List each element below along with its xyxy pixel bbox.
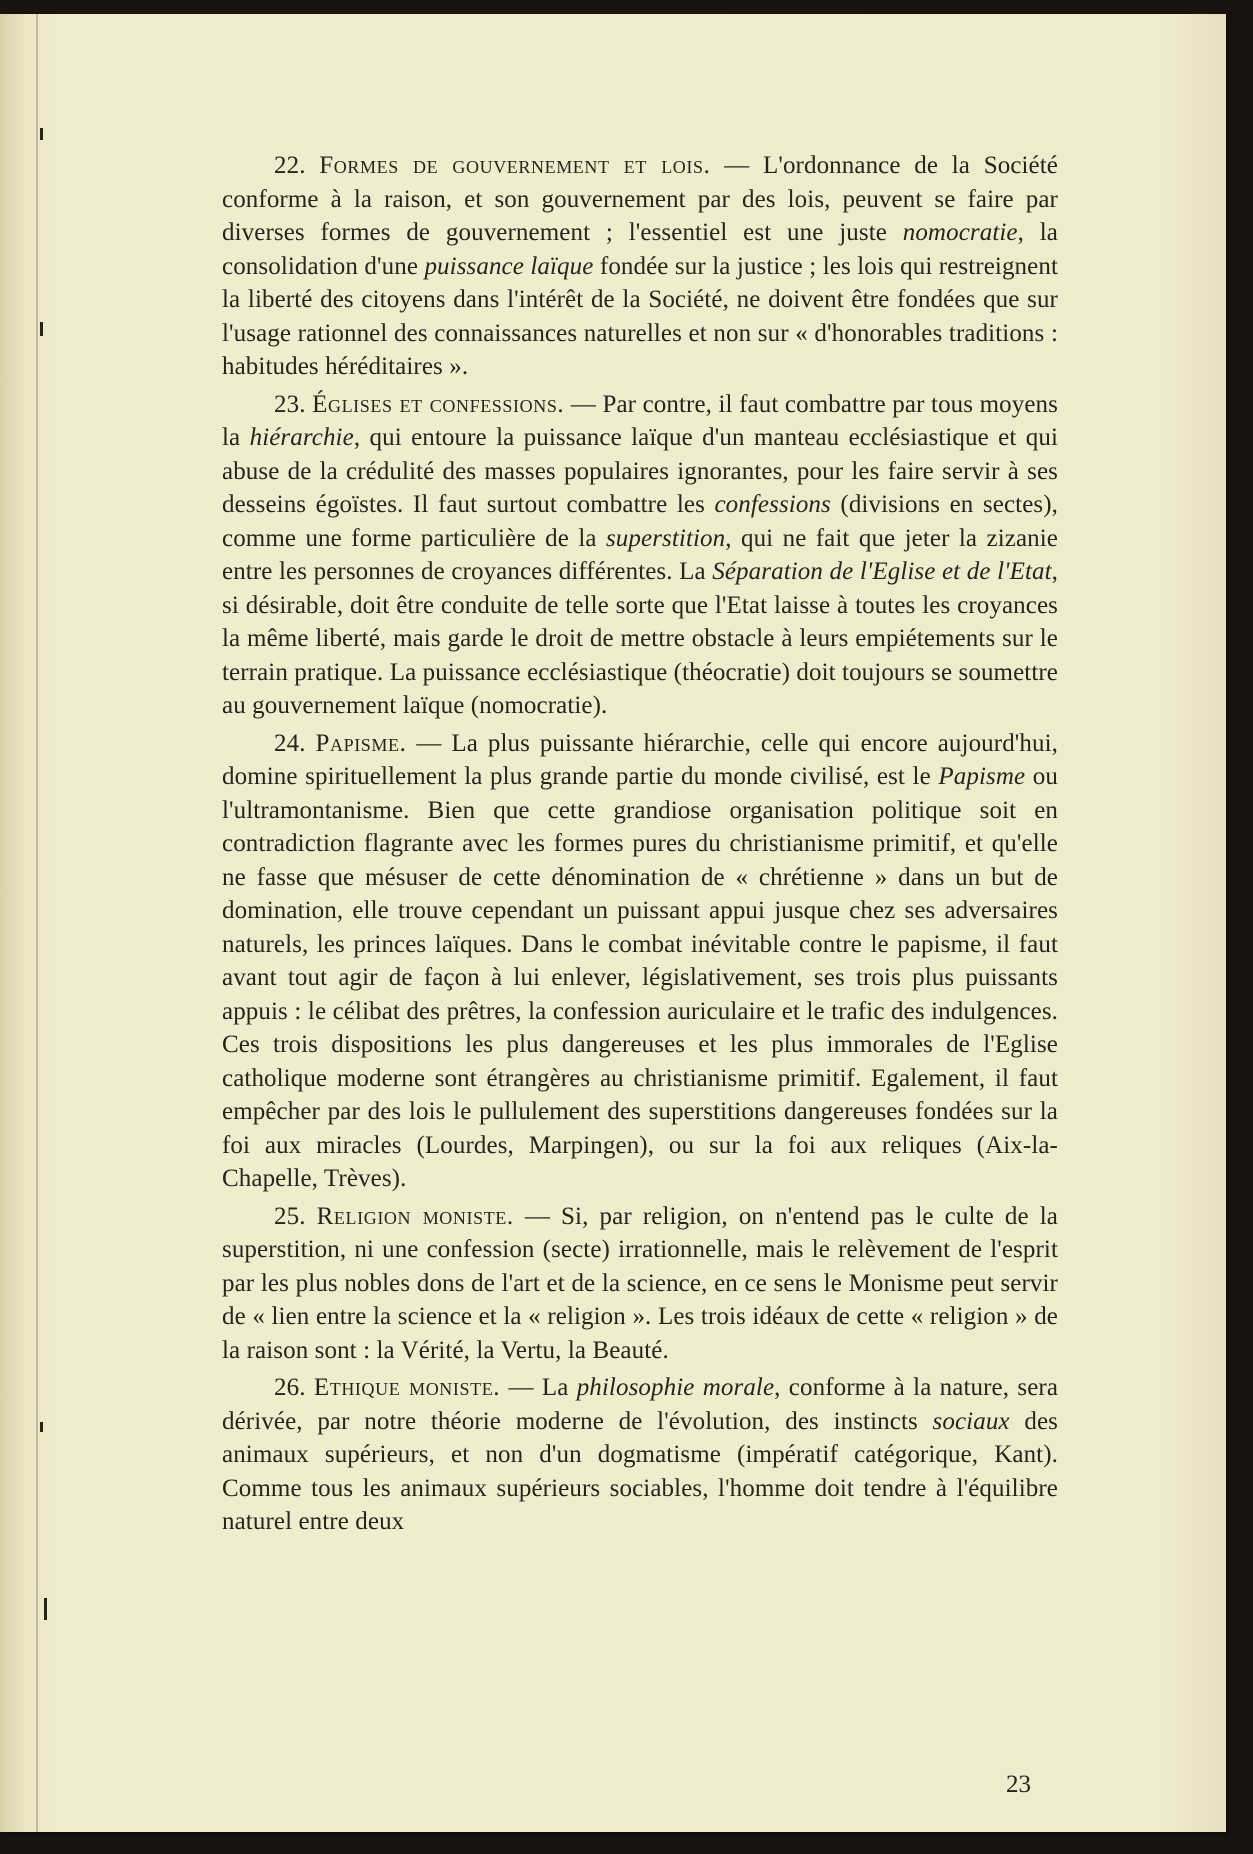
- text-run: fondée sur la justice ; les lois qui restreignent la liberté des citoyens dans l'intérêt de la Société, ne doivent être fondées que sur l'usage rationnel des connaissances naturelles et non sur « d'honorables traditions : habitudes héréditaires ».: [222, 252, 1059, 380]
- page-number: 23: [1006, 1771, 1031, 1798]
- text-run: , si désirable, doit être conduite de telle sorte que l'Etat laisse à toutes les croyances la même liberté, mais garde le droit de mettre obstacle à leurs empiétements sur le terrain pratique. La puissance ecclésiastique (théocratie) doit toujours se soumettre au gouvernement laïque (nomocratie).: [222, 558, 1058, 719]
- paragraph-heading: Papisme.: [315, 729, 407, 757]
- heading-dash: —: [406, 729, 452, 757]
- paragraph-number: 24.: [274, 729, 306, 757]
- paragraph: [222, 1371, 1058, 1539]
- margin-mark: [40, 322, 43, 336]
- text-run: , qui ne fait que jeter la zizanie entre les personnes de croyances différentes. La: [222, 524, 1058, 585]
- italic-term: puissance laïque: [424, 252, 594, 280]
- body-text: [222, 149, 1058, 1543]
- text-run: ou l'ultramontanisme. Bien que cette grandiose organisation politique soit en contradiction flagrante avec les formes pures du christianisme primitif, et qu'elle ne fasse que mésuser de cette dénomination de « chrétienne » dans un but de domination, elle trouve cependant un puissant appui jusque chez ses adversaires naturels, les princes laïques. Dans le combat inévitable contre le papisme, il faut avant tout agir de façon à lui enlever, législativement, ses trois plus puissants appuis : le célibat des prêtres, la confession auriculaire et le trafic des indulgences. Ces trois dispositions les plus dangereuses et les plus immorales de l'Eglise catholique moderne sont étrangères au christianisme primitif. Egalement, il faut empêcher par des lois le pullulement des superstitions dangereuses fondées sur la foi aux miracles (Lourdes, Marpingen), ou sur la foi aux reliques (Aix-la-Chapelle, Trèves).: [222, 763, 1058, 1192]
- text-run: La: [541, 1374, 577, 1401]
- paragraph-heading: Églises et confessions.: [312, 390, 565, 418]
- heading-dash: —: [513, 1202, 562, 1230]
- italic-term: nomocratie: [902, 219, 1018, 246]
- page-gutter: [36, 14, 38, 1832]
- paragraph-heading: Religion moniste.: [316, 1202, 514, 1230]
- paragraph-heading: Ethique moniste.: [313, 1374, 501, 1401]
- italic-term: hiérarchie: [249, 424, 354, 451]
- paragraph: [222, 727, 1058, 1196]
- paragraph: [222, 1200, 1058, 1368]
- text-run: , qui entoure la puissance laïque d'un manteau ecclésiastique et qui abuse de la crédulité des masses populaires ignorantes, pour les faire servir à ses desseins égoïstes. Il faut surtout combattre les: [222, 424, 1058, 518]
- italic-term: superstition: [605, 524, 726, 552]
- margin-mark: [40, 1422, 43, 1432]
- paragraph-number: 22.: [274, 152, 306, 179]
- text-run: , conforme à la nature, sera dérivée, par notre théorie moderne de l'évolution, des instincts: [222, 1374, 1059, 1435]
- text-run: Si, par religion, on n'entend pas le culte de la superstition, ni une confession (secte) irrationnelle, mais le relèvement de l'esprit par les plus nobles dons de l'art et de la science, en ce sens le Monisme peut servir de « lien entre la science et la « religion ». Les trois idéaux de cette « religion » de la raison sont : la Vérité, la Vertu, la Beauté.: [222, 1202, 1058, 1364]
- text-run: L'ordonnance de la Société conforme à la raison, et son gouvernement par des lois, peuvent se faire par diverses formes de gouvernement ; l'essentiel est une juste: [222, 152, 1058, 246]
- italic-term: sociaux: [932, 1407, 1010, 1435]
- paragraph: [222, 149, 1058, 384]
- text-run: Par contre, il faut combattre par tous moyens la: [222, 390, 1058, 451]
- text-run: (divisions en sectes), comme une forme particulière de la: [222, 491, 1058, 552]
- margin-mark: [40, 128, 43, 140]
- italic-term: philosophie morale: [576, 1374, 775, 1401]
- text-run: , la consolidation d'une: [222, 219, 1058, 280]
- heading-dash: —: [564, 390, 603, 418]
- paragraph-number: 26.: [274, 1374, 306, 1401]
- heading-dash: —: [500, 1374, 542, 1401]
- heading-dash: —: [710, 152, 763, 179]
- text-run: des animaux supérieurs, et non d'un dogmatisme (impératif catégorique, Kant). Comme tous les animaux supérieurs sociables, l'homme doit tendre à l'équilibre naturel entre deux: [222, 1407, 1058, 1535]
- paragraph: [222, 388, 1058, 723]
- italic-term: confessions: [714, 491, 831, 518]
- book-page: [0, 14, 1226, 1832]
- italic-term: Papisme: [938, 763, 1026, 790]
- paragraph-number: 25.: [274, 1202, 306, 1230]
- margin-mark: [44, 1598, 47, 1620]
- paragraph-heading: Formes de gouvernement et lois.: [319, 152, 711, 179]
- italic-term: Séparation de l'Eglise et de l'Etat: [712, 558, 1052, 585]
- text-run: La plus puissante hiérarchie, celle qui encore aujourd'hui, domine spirituellement la plus grande partie du monde civilisé, est le: [222, 729, 1058, 790]
- paragraph-number: 23.: [274, 390, 306, 418]
